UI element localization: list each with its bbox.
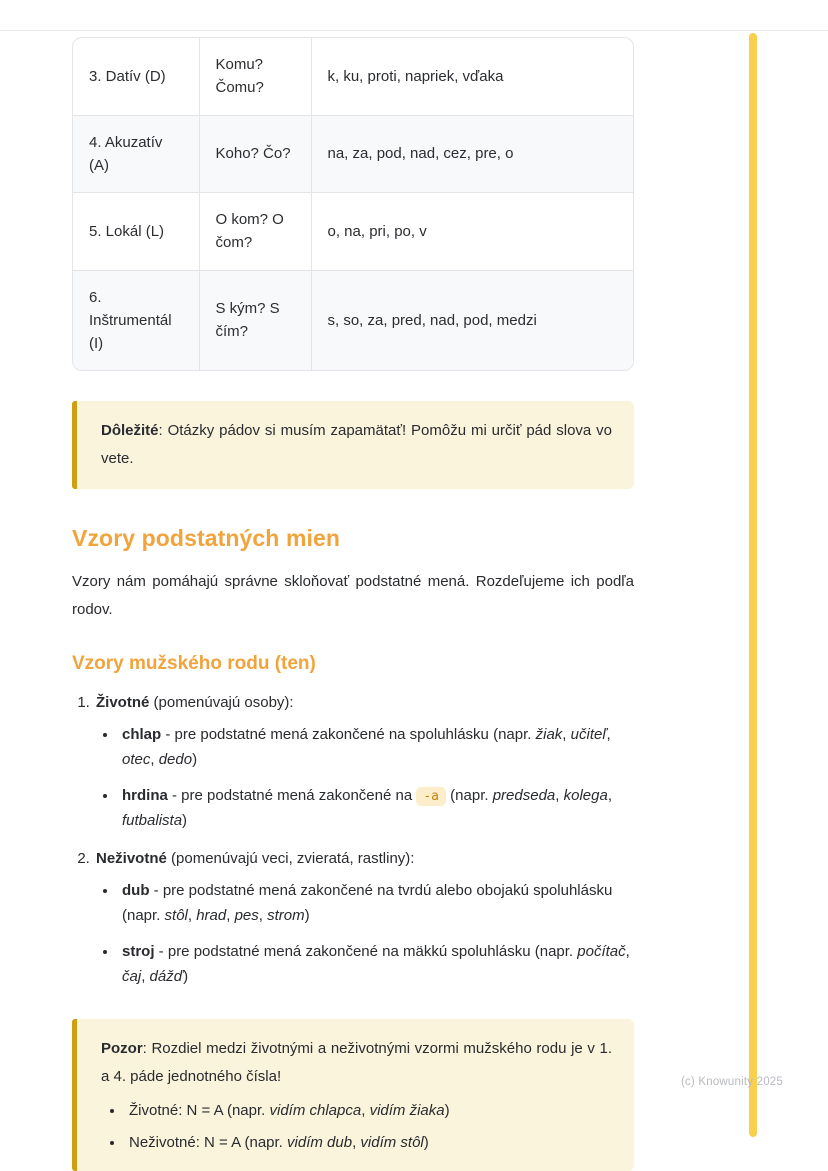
pattern-bullet-chlap: • chlap - pre podstatné mená zakončené na spoluhlásku (napr. žiak, učiteľ, otec, dedo) xyxy=(118,723,634,773)
pozor-callout-text: Pozor: Rozdiel medzi životnými a neživotnými vzormi mužského rodu je v 1. a 4. páde jednotného čísla! xyxy=(101,1040,612,1085)
case-question-cell: O kom? O čom? xyxy=(199,193,311,271)
pozor-item-zivotne: • Životné: N = A (napr. vidím chlapca, vidím žiaka) xyxy=(125,1099,612,1123)
list-item-nezivotne xyxy=(94,847,634,989)
case-question-cell: S kým? S čím? xyxy=(199,270,311,370)
pozor-callout xyxy=(72,1019,634,1171)
list-item-nezivotne-intro: Neživotné (pomenúvajú veci, zvieratá, rastliny): xyxy=(96,850,415,868)
list-item-zivotne-intro: Životné (pomenúvajú osoby): xyxy=(96,694,294,712)
table-row-dativ xyxy=(73,38,634,115)
zivotne-sublist xyxy=(96,723,634,833)
section-intro: Vzory nám pomáhajú správne skloňovať podstatné mená. Rozdeľujeme ich podľa rodov. xyxy=(72,572,634,618)
table-row-instrumental xyxy=(73,270,634,370)
case-prepositions-cell: k, ku, proti, napriek, vďaka xyxy=(311,38,634,115)
pozor-item-nezivotne: • Neživotné: N = A (napr. vidím dub, vidím stôl) xyxy=(125,1131,612,1155)
table-row-lokal xyxy=(73,193,634,271)
case-prepositions-cell: o, na, pri, po, v xyxy=(311,193,634,271)
page-top-divider xyxy=(0,30,828,31)
list-item-zivotne xyxy=(94,691,634,833)
subsection-title: Vzory mužského rodu (ten) xyxy=(72,653,316,675)
brand-ribbon xyxy=(749,33,757,1137)
cases-table xyxy=(72,37,634,371)
case-prepositions-cell: na, za, pod, nad, cez, pre, o xyxy=(311,115,634,193)
pattern-bullet-dub: • dub - pre podstatné mená zakončené na tvrdú alebo obojakú spoluhlásku (napr. stôl, hrad, pes, strom) xyxy=(118,879,634,929)
table-row-akuzativ xyxy=(73,115,634,193)
document-content xyxy=(72,37,634,1171)
case-name-cell: 6. Inštrumentál (I) xyxy=(73,270,199,370)
pattern-bullet-hrdina: • hrdina - pre podstatné mená zakončené na -a (napr. predseda, kolega, futbalista) xyxy=(118,784,634,834)
section-title: Vzory podstatných mien xyxy=(72,524,341,551)
case-question-cell: Komu? Čomu? xyxy=(199,38,311,115)
copyright-watermark: (c) Knowunity 2025 xyxy=(680,1076,783,1088)
nezivotne-sublist xyxy=(96,879,634,989)
case-name-cell: 5. Lokál (L) xyxy=(73,193,199,271)
case-question-cell: Koho? Čo? xyxy=(199,115,311,193)
case-name-cell: 3. Datív (D) xyxy=(73,38,199,115)
important-callout-text: Dôležité: Otázky pádov si musím zapamätať! Pomôžu mi určiť pád slova vo vete. xyxy=(101,422,612,467)
pozor-list xyxy=(101,1099,612,1155)
case-name-cell: 4. Akuzatív (A) xyxy=(73,115,199,193)
important-callout xyxy=(72,401,634,489)
pattern-bullet-stroj: • stroj - pre podstatné mená zakončené na mäkkú spoluhlásku (napr. počítač, čaj, dážď) xyxy=(118,940,634,990)
case-prepositions-cell: s, so, za, pred, nad, pod, medzi xyxy=(311,270,634,370)
patterns-list xyxy=(72,691,634,989)
